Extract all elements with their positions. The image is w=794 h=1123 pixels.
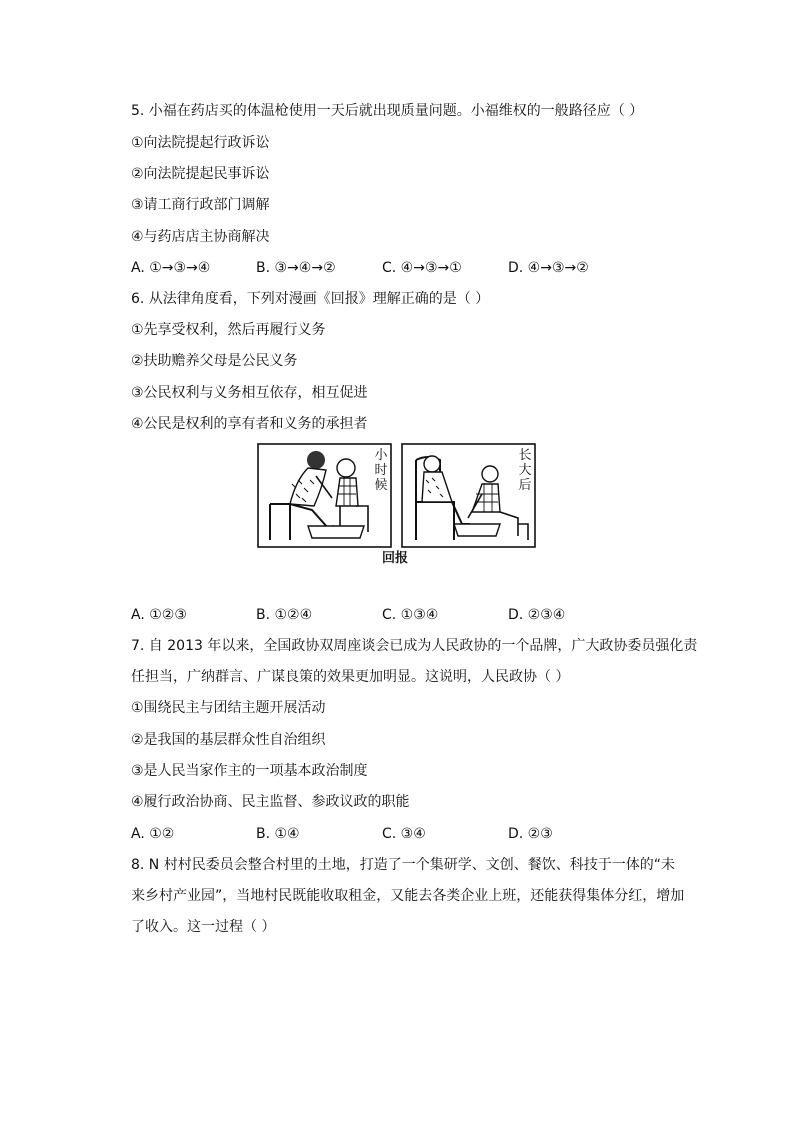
q5-option-c: C. ④→③→① (382, 260, 462, 276)
q6-option-b: B. ①②④ (256, 607, 313, 623)
q5-option-d: D. ④→③→② (508, 260, 589, 276)
q7-item-3: ③是人民当家作主的一项基本政治制度 (131, 763, 368, 779)
cartoon-left-char-2: 时 (374, 463, 388, 478)
q6-item-3: ③公民权利与义务相互依存，相互促进 (131, 385, 368, 401)
cartoon-left-char-1: 小 (374, 448, 388, 463)
q5-item-4: ④与药店店主协商解决 (131, 229, 270, 245)
cartoon-right-label (517, 448, 533, 493)
q6-item-1: ①先享受权利，然后再履行义务 (131, 322, 326, 338)
q6-option-a: A. ①②③ (131, 607, 187, 623)
q7-option-b: B. ①④ (256, 826, 300, 842)
q7-stem-line-2: 任担当，广纳群言、广谋良策的效果更加明显。这说明，人民政协（ ） (131, 669, 570, 685)
cartoon-right-char-2: 大 (518, 463, 532, 478)
cartoon-left-char-3: 候 (374, 478, 388, 493)
q7-option-c: C. ③④ (382, 826, 426, 842)
q5-item-1: ①向法院提起行政诉讼 (131, 135, 270, 151)
q5-option-b: B. ③→④→② (256, 260, 336, 276)
q7-item-4: ④履行政治协商、民主监督、参政议政的职能 (131, 794, 410, 810)
q6-stem: 6. 从法律角度看，下列对漫画《回报》理解正确的是（ ） (131, 291, 490, 307)
q7-option-d: D. ②③ (508, 826, 553, 842)
q6-item-2: ②扶助赡养父母是公民义务 (131, 353, 298, 369)
cartoon-caption: 回报 (382, 551, 409, 566)
q5-item-2: ②向法院提起民事诉讼 (131, 166, 270, 182)
q8-stem-line-2: 来乡村产业园”，当地村民既能收取租金，又能去各类企业上班，还能获得集体分红，增加 (131, 888, 685, 904)
q6-item-4: ④公民是权利的享有者和义务的承担者 (131, 416, 368, 432)
q5-item-3: ③请工商行政部门调解 (131, 197, 270, 213)
cartoon-right-char-1: 长 (518, 448, 532, 463)
q8-stem-line-1: 8. N 村村民委员会整合村里的土地，打造了一个集研学、文创、餐饮、科技于一体的“未 (131, 857, 675, 873)
q7-stem-line-1: 7. 自 2013 年以来，全国政协双周座谈会已成为人民政协的一个品牌，广大政协委员强化责 (131, 638, 698, 654)
q7-item-2: ②是我国的基层群众性自治组织 (131, 732, 326, 748)
q6-option-d: D. ②③④ (508, 607, 566, 623)
q8-stem-line-3: 了收入。这一过程（ ） (131, 919, 276, 935)
cartoon-right-char-3: 后 (518, 478, 532, 493)
q5-option-a: A. ①→③→④ (131, 260, 211, 276)
q7-option-a: A. ①② (131, 826, 175, 842)
q5-stem: 5. 小福在药店买的体温枪使用一天后就出现质量问题。小福维权的一般路径应（ ） (131, 103, 644, 119)
cartoon-left-label (373, 448, 389, 493)
q7-item-1: ①围绕民主与团结主题开展活动 (131, 700, 326, 716)
q6-option-c: C. ①③④ (382, 607, 439, 623)
